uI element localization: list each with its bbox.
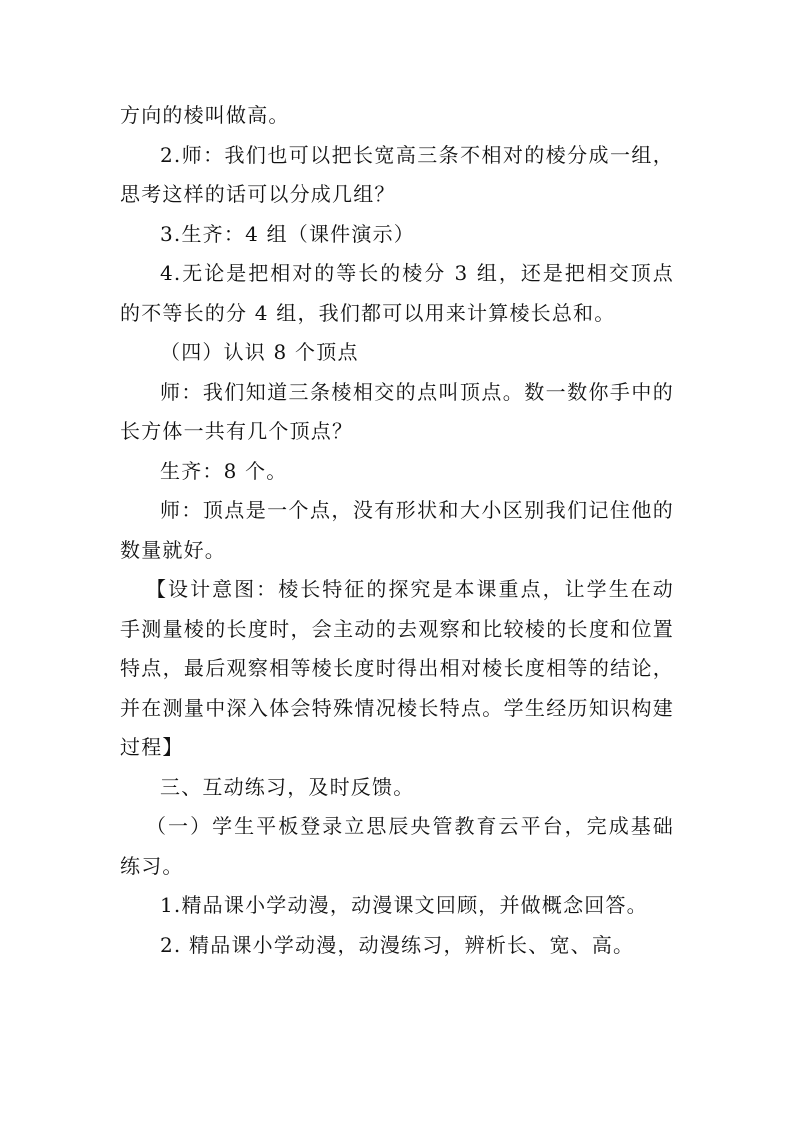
paragraph-design-intent: 【设计意图：棱长特征的探究是本课重点，让学生在动手测量棱的长度时，会主动的去观察和比较棱的长度和位置特点，最后观察相等棱长度时得出相对棱长度相等的结论，并在测量中深入体会特殊情况棱长特点。学生经历知识构建过程】 — [120, 577, 674, 759]
paragraph-students-answer: 生齐：8 个。 — [160, 458, 288, 483]
paragraph-step-2: 2.师：我们也可以把长宽高三条不相对的棱分成一组，思考这样的话可以分成几组？ — [120, 142, 674, 206]
paragraph-basic-practice: （一）学生平板登录立思辰央管教育云平台，完成基础练习。 — [120, 814, 674, 878]
list-item-2: 2. 精品课小学动漫，动漫练习，辨析长、宽、高。 — [160, 932, 635, 957]
list-item-1: 1.精品课小学动漫，动漫课文回顾，并做概念回答。 — [160, 893, 648, 917]
section-heading-vertices: （四）认识 8 个顶点 — [160, 340, 359, 364]
paragraph-teacher-note: 师：顶点是一个点，没有形状和大小区别我们记住他的数量就好。 — [120, 498, 674, 562]
paragraph-teacher-vertices: 师：我们知道三条棱相交的点叫顶点。数一数你手中的长方体一共有几个顶点？ — [120, 379, 674, 443]
paragraph-continuation: 方向的棱叫做高。 — [120, 103, 290, 127]
section-heading-practice: 三、互动练习，及时反馈。 — [160, 774, 415, 799]
paragraph-step-3: 3.生齐：4 组（课件演示） — [160, 221, 415, 246]
paragraph-step-4: 4.无论是把相对的等长的棱分 3 组，还是把相交顶点的不等长的分 4 组，我们都可以用来计算棱长总和。 — [120, 261, 674, 325]
